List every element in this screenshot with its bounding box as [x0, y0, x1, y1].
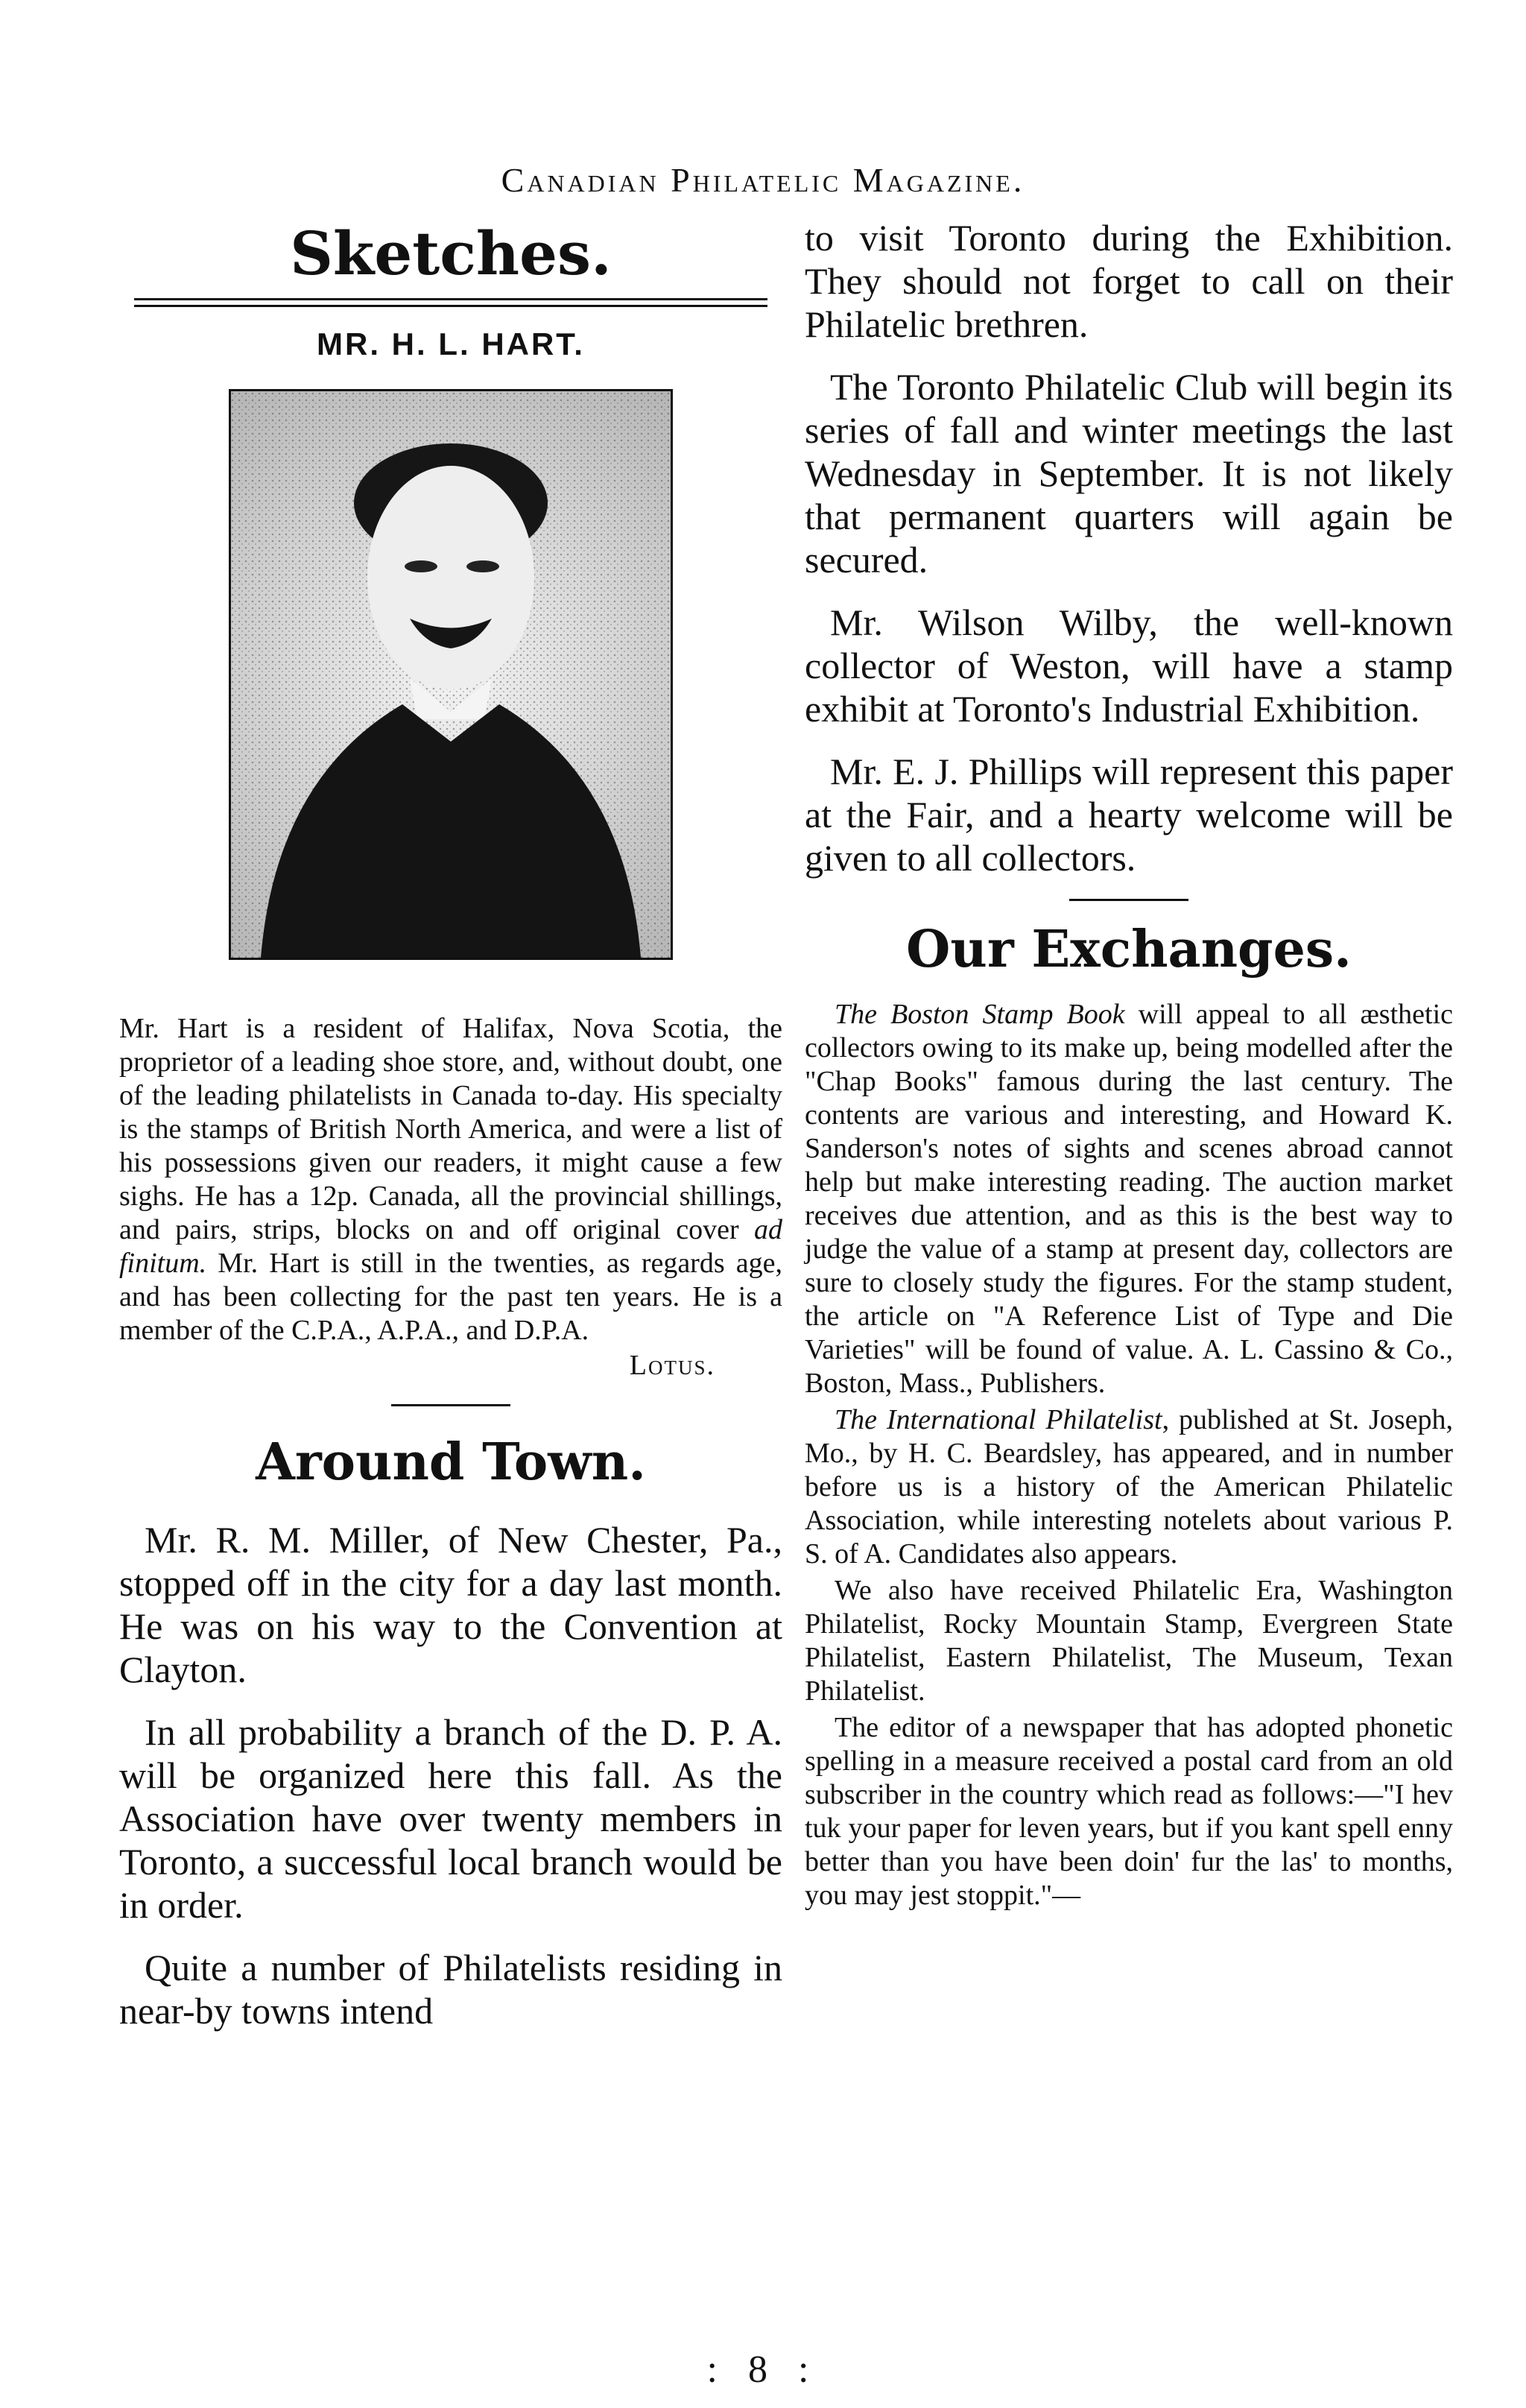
around-town-paragraph: Quite a number of Philatelists residing in near-by towns intend: [119, 1947, 782, 2032]
signature: Lotus.: [629, 1350, 715, 1381]
sketches-title: Sketches.: [290, 218, 612, 288]
left-column: [119, 216, 782, 2052]
around-town-paragraph: Mr. R. M. Miller, of New Chester, Pa., stopped off in the city for a day last month. He was on his way to the Convention at Clayton.: [119, 1519, 782, 1690]
exchanges-paragraph: The International Philatelist, published at St. Joseph, Mo., by H. C. Beardsley, has appeared, and in number before us is a history of the American Philatelic Association, while interesting notelets about various P. S. of A. Candidates also appears.: [805, 1404, 1453, 1570]
exchanges-paragraph: We also have received Philatelic Era, Washington Philatelist, Rocky Mountain Stamp, Evergreen State Philatelist, Eastern Philatelist, The Museum, Texan Philatelist.: [805, 1575, 1453, 1707]
continued-paragraph: The Toronto Philatelic Club will begin its series of fall and winter meetings the last Wednesday in September. It is not likely that permanent quarters will again be secured.: [805, 366, 1453, 581]
running-head: Canadian Philatelic Magazine.: [501, 161, 1025, 199]
divider: [1069, 899, 1188, 901]
continued-paragraph: Mr. E. J. Phillips will represent this paper at the Fair, and a hearty welcome will be given to all collectors.: [805, 750, 1453, 879]
exchanges-title: Our Exchanges.: [906, 920, 1352, 979]
double-rule: [134, 298, 767, 307]
divider: [391, 1404, 510, 1406]
exchanges-paragraph: The Boston Stamp Book will appeal to all æsthetic collectors owing to its make up, being modelled after the "Chap Books" famous during the last century. The contents are various and interesting, and Howard K. Sanderson's notes of sights and scenes abroad cannot help but make interesting reading. The auction market receives due attention, and as this is the best way to judge the value of a stamp at present day, collectors are sure to closely study the figures. For the stamp student, the article on "A Reference List of Type and Die Varieties" will be found of value. A. L. Cassino & Co., Boston, Mass., Publishers.: [805, 999, 1453, 1399]
page-number: : 8 :: [706, 2348, 820, 2391]
exchanges-paragraph: The editor of a newspaper that has adopted phonetic spelling in a measure received a postal card from an old subscriber in the country which read as follows:—"I hev tuk your paper for leven years, but if you kant spell enny better than you have been doin' fur the las' to months, you may jest stoppit."—: [805, 1712, 1453, 1911]
around-town-paragraph: In all probability a branch of the D. P. A. will be organized here this fall. As the Association have over twenty members in Toronto, a successful local branch would be in order.: [119, 1711, 782, 1926]
continued-paragraph: to visit Toronto during the Exhibition. They should not forget to call on their Philatelic brethren.: [805, 217, 1453, 345]
continued-paragraph: Mr. Wilson Wilby, the well-known collector of Weston, will have a stamp exhibit at Toronto's Industrial Exhibition.: [805, 601, 1453, 730]
sketch-subtitle: MR. H. L. HART.: [317, 326, 585, 361]
sketch-body: Mr. Hart is a resident of Halifax, Nova Scotia, the proprietor of a leading shoe store, and, without doubt, one of the leading philatelists in Canada to-day. His specialty is the stamps of British North America, and were a list of his possessions given our readers, it might cause a few sighs. He has a 12p. Canada, all the provincial shillings, and pairs, strips, blocks on and off original cover ad finitum. Mr. Hart is still in the twenties, as regards age, and has been collecting for the past ten years. He is a member of the C.P.A., A.P.A., and D.P.A.: [119, 1013, 783, 1346]
around-town-title: Around Town.: [256, 1432, 646, 1492]
right-column: [805, 216, 1453, 1912]
portrait-figure: [231, 391, 671, 958]
portrait-engraving-image: [229, 389, 673, 960]
